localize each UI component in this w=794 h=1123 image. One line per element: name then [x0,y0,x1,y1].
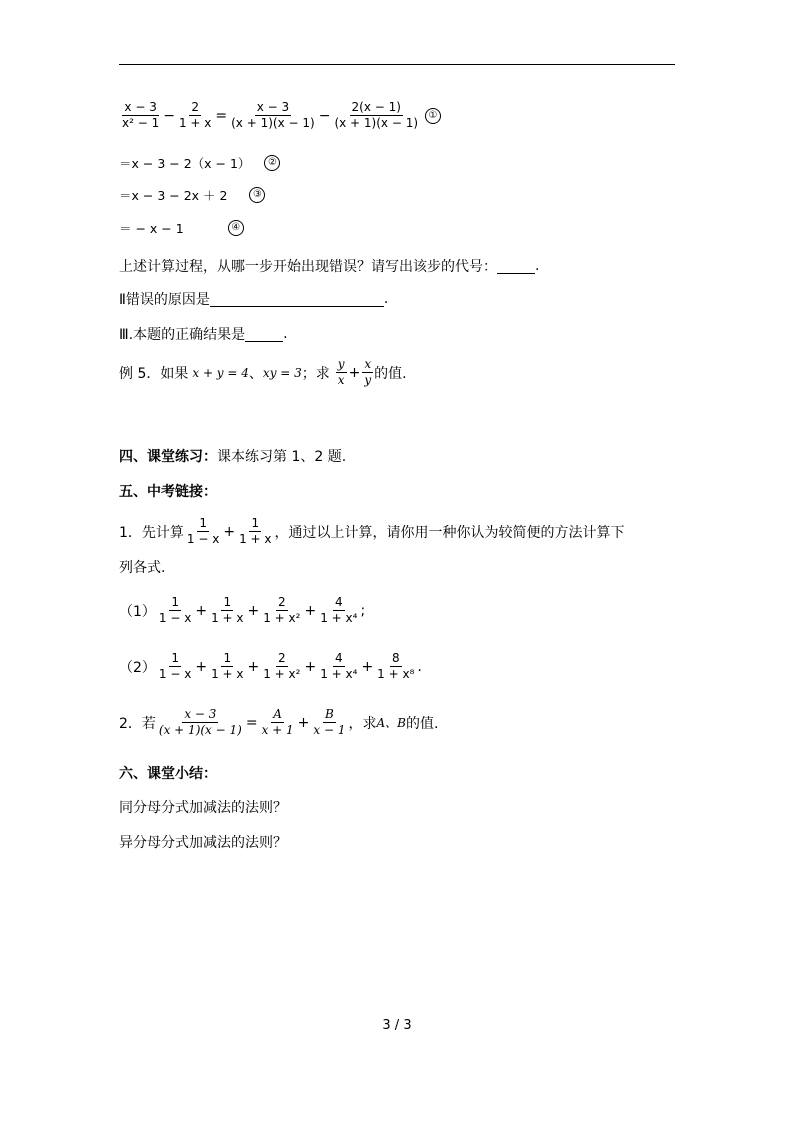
question-1: 上述计算过程，从哪一步开始出现错误？请写出该步的代号： . [119,258,540,275]
fraction: $\frac{2}{\text{1 + x²}}$ [263,595,301,625]
answer-blank[interactable] [210,292,384,307]
answer-blank[interactable] [497,259,535,274]
fraction: $\frac{x - 3}{(x + 1)(x - 1)}$ [231,100,315,130]
fraction: $\frac{2(x - 1)}{(x + 1)(x - 1)}$ [334,100,419,130]
question-3: Ⅲ.本题的正确结果是 . [119,326,288,343]
page-number: 3 / 3 [382,1018,412,1033]
problem-1-continuation: 列各式. [119,560,166,576]
problem-1: 1．先计算 $\frac{1}{1 - x}$ + $\frac{1}{1 + x}$ ，通过以上计算，请你用一种你认为较简便的方法计算下 [119,516,625,546]
step-4-line: ＝ − x − 1 ④ [119,219,244,237]
fraction: $\frac{4}{\text{1 + x⁴}}$ [320,651,358,681]
fraction: $\frac{8}{\text{1 + x⁸}}$ [377,651,415,681]
fraction: $\frac{2}{\text{1 + x²}}$ [263,651,301,681]
header-rule [119,64,675,65]
step-marker: ① [425,108,441,124]
fraction: $\frac{2}{1 + x}$ [178,100,212,130]
step-marker: ② [264,155,280,171]
fraction: $\frac{1}{1 - x}$ [186,516,220,546]
section-6 [119,763,217,783]
fraction: $\frac{x}{y}$ [364,357,372,387]
question-2: Ⅱ错误的原因是 . [119,291,389,308]
summary-question-2: 异分母分式加减法的法则？ [119,835,287,851]
answer-blank[interactable] [245,327,283,342]
fraction: $\frac{A}{x + 1}$ [261,707,294,737]
fraction: $\frac{1}{1 - x}$ [158,651,192,681]
step-1-equation: $\frac{x - 3}{\text{x² − 1}}$ − $\frac{2}{1 + x}$ = $\frac{x - 3}{(x + 1)(x - 1)}$ − $\frac{2(x - 1)}{(x + 1)(x - 1)}$ ① [119,100,441,131]
fraction: $\frac{1}{1 + x}$ [211,651,244,681]
expression-2: （2） $\frac{1}{1 - x}$ + $\frac{1}{1 + x}$ + $\frac{2}{\text{1 + x²}}$ + $\frac{4}{\text{1 + x⁴}}$ + $\frac{8}{\text{1 + x⁸}}$ . [119,651,422,681]
step-2-line: ＝x − 3 − 2（x − 1） ② [119,154,280,172]
section-heading: 四、课堂练习： [119,449,217,465]
section-heading: 五、中考链接： [119,484,217,500]
summary-question-1: 同分母分式加减法的法则？ [119,800,287,816]
problem-2: 2．若 $\frac{x - 3}{(x + 1)(x - 1)}$ = $\frac{A}{x + 1}$ + $\frac{B}{x - 1}$ ，求 A、B 的值. [119,707,439,737]
step-marker: ④ [228,220,244,236]
expression-1: （1） $\frac{1}{1 - x}$ + $\frac{1}{1 + x}$ + $\frac{2}{\text{1 + x²}}$ + $\frac{4}{\text{1 + x⁴}}$ ; [119,595,366,625]
fraction: $\frac{y}{x}$ [337,357,345,387]
example-5: 例 5．如果 x + y = 4 、 xy = 3 ；求 $\frac{y}{x}$ + $\frac{x}{y}$ 的值. [119,357,407,387]
fraction: $\frac{4}{\text{1 + x⁴}}$ [320,595,358,625]
fraction: $\frac{1}{1 + x}$ [239,516,272,546]
section-heading: 六、课堂小结： [119,766,217,782]
step-3-line: ＝x − 3 − 2x ＋ 2 ③ [119,186,265,204]
fraction: $\frac{x - 3}{(x + 1)(x - 1)}$ [158,707,242,737]
fraction: $\frac{x - 3}{\text{x² − 1}}$ [122,100,160,130]
fraction: $\frac{1}{1 - x}$ [158,595,192,625]
fraction: $\frac{B}{x - 1}$ [313,707,346,737]
section-4: 四、课堂练习： 课本练习第 1、2 题. [119,446,346,466]
step-marker: ③ [249,187,265,203]
fraction: $\frac{1}{1 + x}$ [211,595,244,625]
section-5 [119,481,217,501]
